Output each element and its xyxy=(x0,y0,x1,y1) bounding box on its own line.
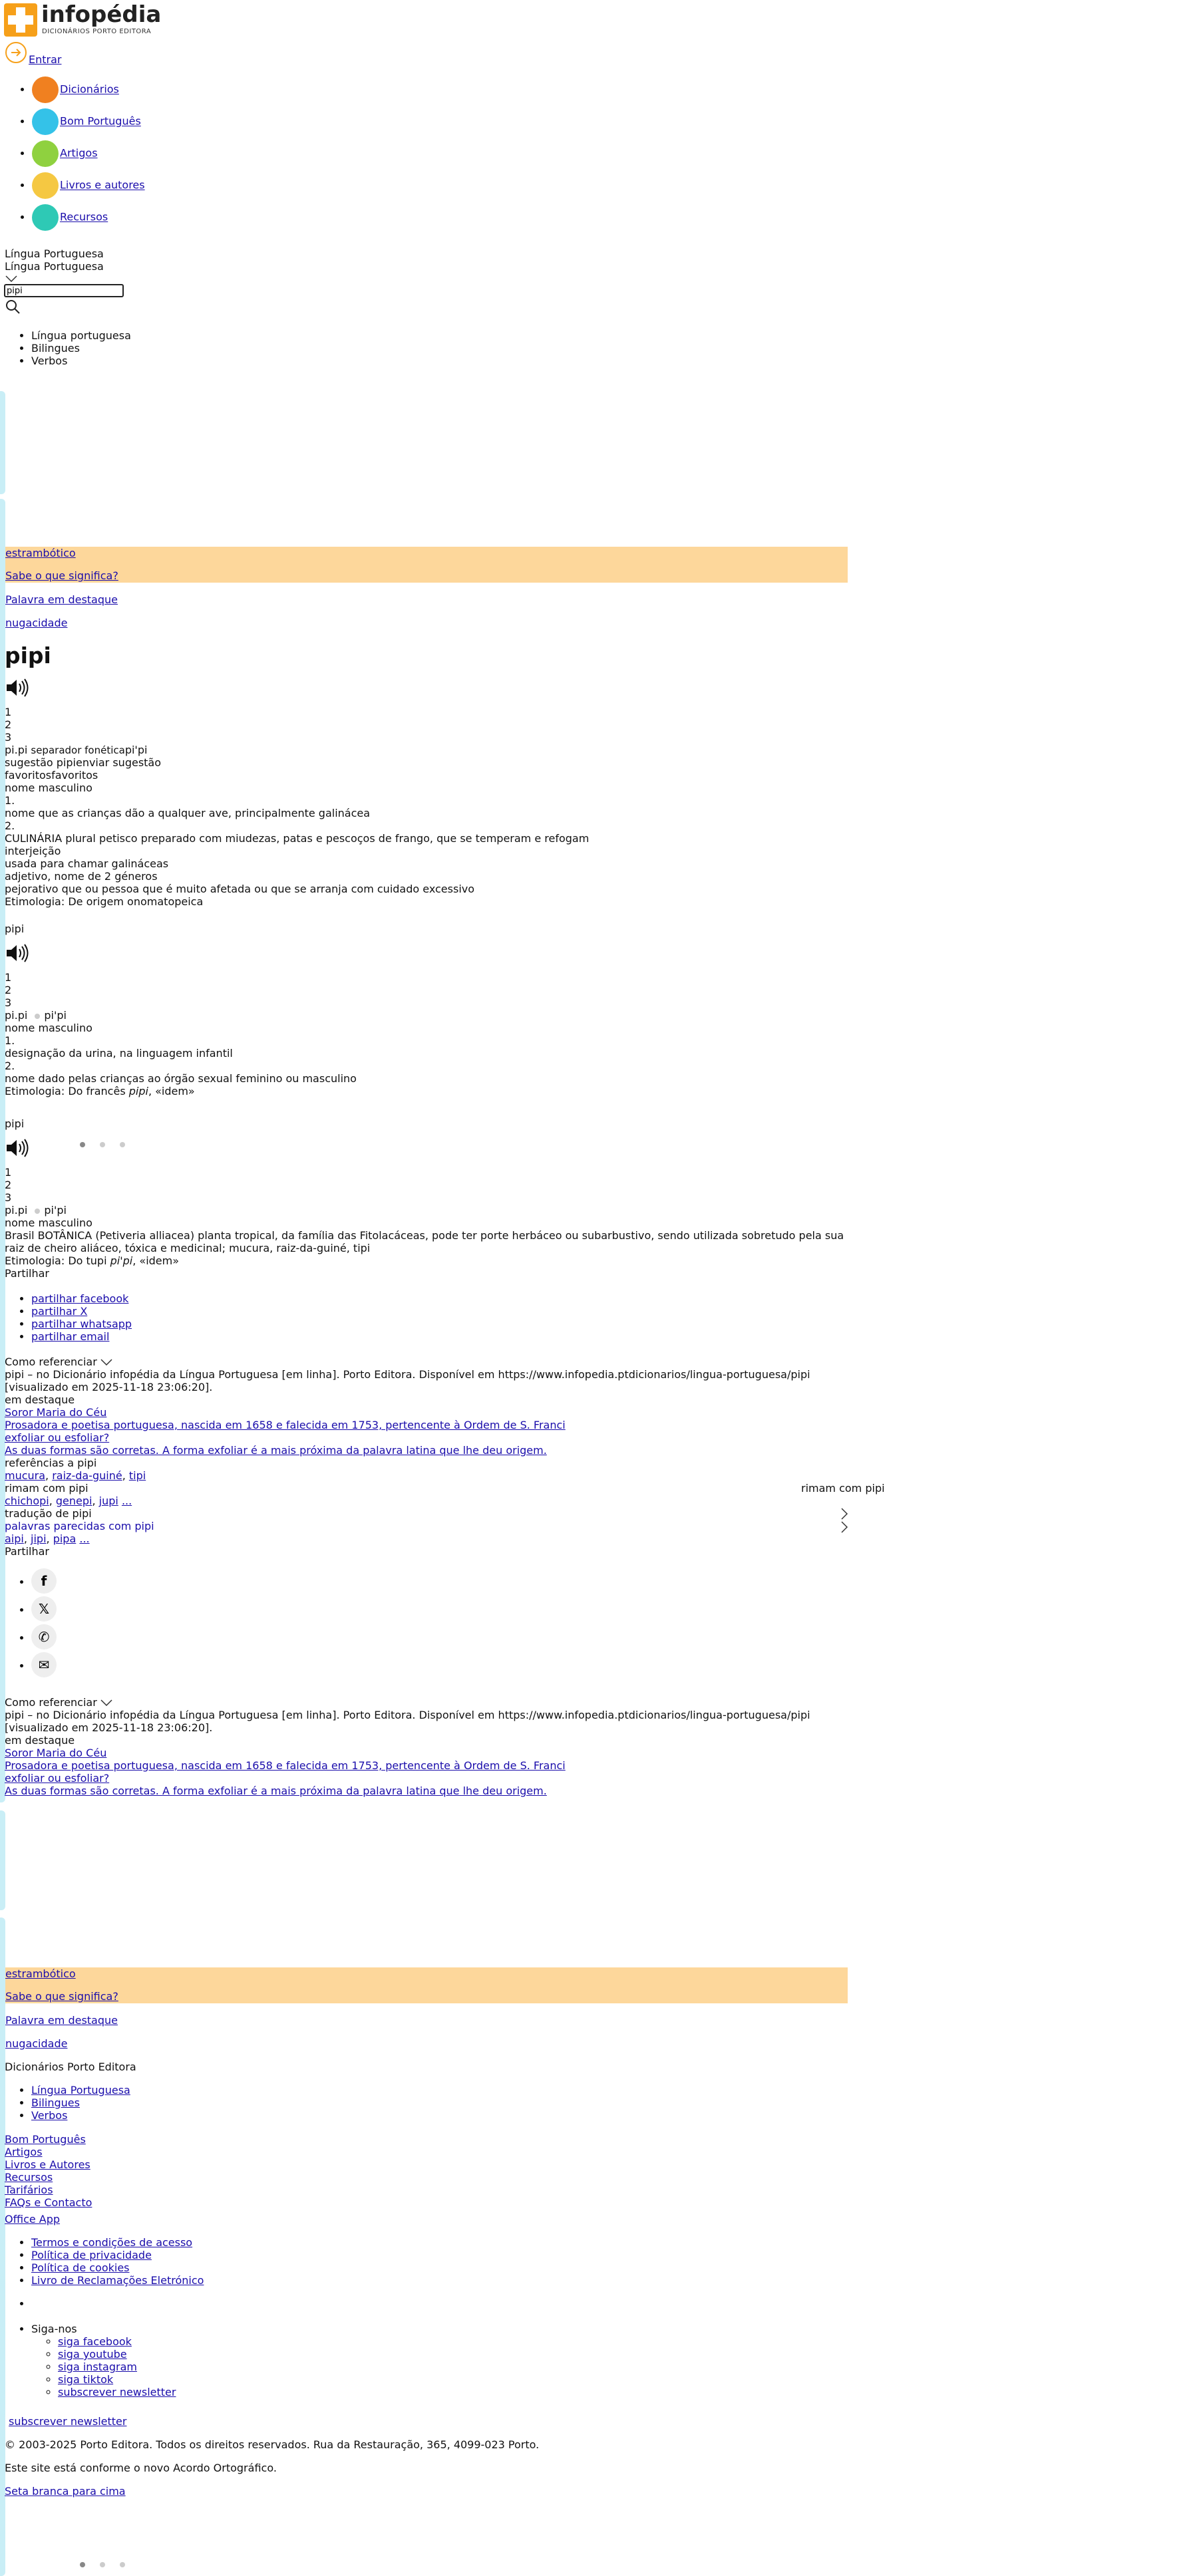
legal-link[interactable]: Livro de Reclamações Eletrónico xyxy=(31,2274,204,2287)
highlight-summary[interactable]: Prosadora e poetisa portuguesa, nascida em 1658 e falecida em 1753, pertencente à Ordem de S. Franci xyxy=(5,1759,566,1772)
carousel-dot[interactable] xyxy=(120,2562,125,2567)
etymology xyxy=(5,1085,195,1097)
footer-dictionaries xyxy=(5,2084,130,2122)
featured-link[interactable]: Palavra em destaque xyxy=(5,593,118,606)
highlight-title[interactable]: Soror Maria do Céu xyxy=(5,1747,107,1759)
footer-link[interactable]: Bom Português xyxy=(5,2133,86,2146)
phonetic: pi'pi xyxy=(44,1204,67,1216)
etymology-text: Etimologia: Do francês xyxy=(5,1085,129,1097)
footer-legal xyxy=(5,2236,204,2287)
nav-link[interactable]: Artigos xyxy=(60,146,98,160)
carousel-dot[interactable] xyxy=(80,1142,85,1147)
rhyme-link[interactable]: genepi xyxy=(55,1495,92,1507)
follow-instagram-link[interactable]: siga instagram xyxy=(58,2361,137,2373)
phonetic: pi'pi xyxy=(44,1009,67,1022)
syllables: pi.pi xyxy=(5,1009,28,1022)
nav-item-articles[interactable] xyxy=(32,140,145,172)
newsletter-button[interactable]: subscrever newsletter xyxy=(9,2415,127,2428)
rhymes-image: rimam com pipi xyxy=(801,1482,885,1495)
share-facebook-link[interactable]: partilhar facebook xyxy=(31,1292,129,1305)
legal-link[interactable]: Política de privacidade xyxy=(31,2249,152,2261)
syllables: pi.pi xyxy=(5,744,28,756)
search-icon[interactable] xyxy=(5,299,21,317)
social-list xyxy=(31,2335,176,2398)
etymology-text: , «idem» xyxy=(148,1085,195,1097)
entry-tab-3[interactable]: 3 xyxy=(5,996,12,1009)
share-icons xyxy=(5,1568,57,1680)
carousel-dot[interactable] xyxy=(100,1142,105,1147)
footer-link[interactable]: Bilingues xyxy=(31,2096,80,2109)
share-label: Partilhar xyxy=(5,1267,49,1280)
sense-definition: usada para chamar galináceas xyxy=(5,857,169,870)
carousel-dots xyxy=(80,1137,140,1150)
highlight-label: em destaque xyxy=(5,1393,75,1406)
rhymes-label: rimam com pipi xyxy=(5,1482,88,1495)
footer-brand: Dicionários Porto Editora xyxy=(5,2061,136,2073)
highlight-summary[interactable]: Prosadora e poetisa portuguesa, nascida em 1658 e falecida em 1753, pertencente à Ordem de S. Franci xyxy=(5,1419,566,1431)
footer-link[interactable]: Verbos xyxy=(31,2109,68,2122)
promo-cta[interactable]: Sabe o que significa? xyxy=(5,1990,118,2003)
entry-title: pipi xyxy=(5,643,51,668)
references-label: referências a pipi xyxy=(5,1457,97,1469)
suggest-line[interactable] xyxy=(5,756,161,769)
nav-item-resources[interactable] xyxy=(32,204,145,236)
suggest-icon: sugestão pipi xyxy=(5,756,76,769)
speaker-icon[interactable] xyxy=(5,1138,29,1161)
suggest-link[interactable]: enviar sugestão xyxy=(75,756,162,769)
cite-toggle[interactable] xyxy=(5,1356,112,1368)
similar-label: palavras parecidas com pipi xyxy=(5,1520,154,1532)
reference-link[interactable]: raiz-da-guiné xyxy=(52,1469,122,1482)
etymology-origin: pi'pi xyxy=(110,1254,133,1267)
logo[interactable] xyxy=(4,3,37,39)
etymology-text: Etimologia: Do tupi xyxy=(5,1254,110,1267)
main-nav xyxy=(5,76,145,236)
separator-icon xyxy=(35,1014,40,1019)
sense-number: 1. xyxy=(5,1034,15,1047)
sense-definition: Brasil BOTÂNICA (Petiveria alliacea) planta tropical, da família das Fitolacáceas, pode ter porte herbáceo ou subarbustivo, sendo utilizada sobretudo pela sua raiz de cheiro aliáceo, tóxica e medicinal; mucura, raiz-da-guiné, tipi xyxy=(5,1229,844,1254)
footer-links xyxy=(5,2133,92,2209)
login-arrow-icon xyxy=(5,41,27,64)
rhyme-link[interactable]: chichopi xyxy=(5,1495,49,1507)
follow-facebook-link[interactable]: siga facebook xyxy=(58,2335,132,2348)
more-link[interactable]: ... xyxy=(121,1495,132,1507)
promo-banner xyxy=(5,1967,848,2003)
syllables-line xyxy=(5,1204,67,1216)
dictionary-selector-label: Língua Portuguesa xyxy=(5,247,104,260)
footer-link[interactable]: FAQs e Contacto xyxy=(5,2196,92,2209)
article-icon xyxy=(32,140,59,167)
highlight-title[interactable]: exfoliar ou esfoliar? xyxy=(5,1431,110,1444)
option-bilingual[interactable]: • Bilingues xyxy=(31,342,131,355)
highlight-summary[interactable]: As duas formas são corretas. A forma exfoliar é a mais próxima da palavra latina que lhe deu origem. xyxy=(5,1785,547,1797)
pos: nome masculino xyxy=(5,782,92,794)
similar-link[interactable]: pipa xyxy=(53,1532,77,1545)
brand-tagline: DICIONÁRIOS PORTO EDITORA xyxy=(42,28,152,35)
sense-number: 1. xyxy=(5,794,15,807)
logo-icon xyxy=(4,3,37,37)
more-link[interactable]: ... xyxy=(79,1532,90,1545)
carousel-dots xyxy=(80,2557,140,2570)
highlight-title[interactable]: exfoliar ou esfoliar? xyxy=(5,1772,110,1785)
sense-definition: CULINÁRIA plural petisco preparado com miudezas, patas e pescoços de frango, que se temperam e refogam xyxy=(5,832,590,845)
citation-text: pipi – no Dicionário infopédia da Língua Portuguesa [em linha]. Porto Editora. Disponível em https://www.infopedia.ptdicionarios/lingua-portuguesa/pipi [visualizado em 2025-11-18 23:06:20]. xyxy=(5,1709,810,1734)
cite-label: Como referenciar xyxy=(5,1356,97,1368)
similar-link[interactable]: jipi xyxy=(31,1532,47,1545)
legal-link[interactable]: Termos e condições de acesso xyxy=(31,2236,193,2249)
footer-empty-list xyxy=(5,2297,35,2310)
entry-tab-2[interactable]: 2 xyxy=(5,984,12,996)
brand-name: infopédia xyxy=(41,1,162,28)
sense-definition: pejorativo que ou pessoa que é muito afetada ou que se arranja com cuidado excessivo xyxy=(5,883,475,895)
highlight-summary[interactable]: As duas formas são corretas. A forma exfoliar é a mais próxima da palavra latina que lhe deu origem. xyxy=(5,1444,547,1457)
facebook-icon[interactable]: f xyxy=(31,1568,57,1594)
similar-link[interactable]: aipi xyxy=(5,1532,24,1545)
nav-link[interactable]: Recursos xyxy=(60,210,108,223)
syllables-line xyxy=(5,744,147,757)
chevron-right-icon[interactable] xyxy=(840,1520,848,1536)
chevron-down-icon[interactable] xyxy=(5,272,17,285)
footer-link[interactable]: Recursos xyxy=(5,2171,53,2184)
books-icon xyxy=(32,172,59,199)
legal-link[interactable]: Política de cookies xyxy=(31,2261,130,2274)
cite-toggle[interactable] xyxy=(5,1696,112,1709)
footer-empty-item xyxy=(31,2297,35,2310)
pos: adjetivo, nome de 2 géneros xyxy=(5,870,158,883)
entry-tab-3[interactable]: 3 xyxy=(5,731,12,744)
separator-icon xyxy=(35,1209,40,1214)
carousel-dot[interactable] xyxy=(80,2562,85,2567)
nav-item-dictionaries[interactable] xyxy=(32,76,145,108)
login[interactable] xyxy=(5,41,27,67)
pos: nome masculino xyxy=(5,1216,92,1229)
share-email-link[interactable]: partilhar email xyxy=(31,1330,110,1343)
share-label: Partilhar xyxy=(5,1545,49,1558)
side-stripe xyxy=(0,1810,5,1910)
etymology: Etimologia: De origem onomatopeica xyxy=(5,895,204,908)
sense-number: 2. xyxy=(5,819,15,832)
similar-list: aipi, jipi, pipa ... xyxy=(5,1532,90,1545)
share-list xyxy=(5,1292,132,1343)
nav-link[interactable]: Dicionários xyxy=(60,82,119,96)
separator-icon: separador fonética xyxy=(31,744,125,756)
chevron-down-icon xyxy=(100,1699,112,1706)
etymology-origin: pipi xyxy=(128,1085,148,1097)
entry-tab-2[interactable]: 2 xyxy=(5,1179,12,1191)
image-icon xyxy=(32,204,59,231)
nav-item-bom-portugues[interactable] xyxy=(32,108,145,140)
sense-definition: nome que as crianças dão a qualquer ave, principalmente galinácea xyxy=(5,807,371,819)
nav-item-books[interactable] xyxy=(32,172,145,204)
entry-tab-2[interactable]: 2 xyxy=(5,718,12,731)
footer-link[interactable]: Tarifários xyxy=(5,2184,53,2196)
featured-word[interactable]: nugacidade xyxy=(5,617,68,629)
syllables: pi.pi xyxy=(5,1204,28,1216)
cite-label: Como referenciar xyxy=(5,1696,97,1709)
option-portuguese[interactable]: • Língua portuguesa xyxy=(31,329,131,342)
favorites-line[interactable] xyxy=(5,769,98,782)
reference-link[interactable]: mucura xyxy=(5,1469,46,1482)
chevron-down-icon xyxy=(100,1359,112,1365)
whatsapp-icon[interactable]: ✆ xyxy=(31,1624,57,1649)
follow-label: Siga-nos xyxy=(31,2323,77,2335)
follow-us xyxy=(5,2323,176,2398)
x-icon[interactable]: 𝕏 xyxy=(31,1596,57,1622)
office-app-link[interactable]: Office App xyxy=(5,2213,61,2225)
pos: nome masculino xyxy=(5,1022,92,1034)
highlight-label: em destaque xyxy=(5,1734,75,1747)
highlight-title[interactable]: Soror Maria do Céu xyxy=(5,1406,107,1419)
follow-tiktok-link[interactable]: siga tiktok xyxy=(58,2373,114,2386)
search-input[interactable] xyxy=(4,284,124,297)
entry-word: pipi xyxy=(5,923,25,935)
entry-tab-3[interactable]: 3 xyxy=(5,1191,12,1204)
syllables-line xyxy=(5,1009,67,1022)
entry-tab-1[interactable]: 1 xyxy=(5,1166,12,1179)
email-icon[interactable]: ✉ xyxy=(31,1652,57,1677)
book-icon xyxy=(32,76,59,103)
featured-word[interactable]: nugacidade xyxy=(5,2037,68,2050)
phonetic: pi'pi xyxy=(124,744,148,756)
rhyme-link[interactable]: jupi xyxy=(98,1495,118,1507)
share-x-link[interactable]: partilhar X xyxy=(31,1305,88,1318)
speaker-icon[interactable] xyxy=(5,678,29,700)
etymology-text: , «idem» xyxy=(132,1254,180,1267)
login-link[interactable]: Entrar xyxy=(29,53,62,66)
footer-link[interactable]: Língua Portuguesa xyxy=(31,2084,130,2096)
promo-word[interactable]: estrambótico xyxy=(5,1967,76,1980)
footer-link[interactable]: Artigos xyxy=(5,2146,43,2158)
footer-link[interactable]: Livros e Autores xyxy=(5,2158,90,2171)
pencil-icon xyxy=(32,108,59,135)
side-stripe xyxy=(0,391,5,494)
entry-tab-1[interactable]: 1 xyxy=(5,706,12,718)
share-whatsapp-link[interactable]: partilhar whatsapp xyxy=(31,1318,132,1330)
references-list: mucura, raiz-da-guiné, tipi xyxy=(5,1469,146,1482)
carousel-dot[interactable] xyxy=(100,2562,105,2567)
dictionary-selector[interactable]: Língua Portuguesa xyxy=(5,260,104,273)
etymology xyxy=(5,1254,179,1267)
sense-number: 2. xyxy=(5,1060,15,1072)
nav-link[interactable]: Livros e autores xyxy=(60,178,145,192)
promo-word[interactable]: estrambótico xyxy=(5,547,76,559)
citation-text: pipi – no Dicionário infopédia da Língua Portuguesa [em linha]. Porto Editora. Disponível em https://www.infopedia.ptdicionarios/lingua-portuguesa/pipi [visualizado em 2025-11-18 23:06:20]. xyxy=(5,1368,810,1393)
entry-tab-1[interactable]: 1 xyxy=(5,971,12,984)
favorites-label[interactable]: favoritos xyxy=(51,769,98,782)
speaker-icon[interactable] xyxy=(5,943,29,966)
featured-link[interactable]: Palavra em destaque xyxy=(5,2014,118,2027)
follow-youtube-link[interactable]: siga youtube xyxy=(58,2348,127,2361)
newsletter-link[interactable]: subscrever newsletter xyxy=(58,2386,176,2398)
ao-notice: Este site está conforme o novo Acordo Ortográfico. xyxy=(5,2462,277,2474)
rhymes-list: chichopi, genepi, jupi ... xyxy=(5,1495,132,1507)
back-to-top[interactable]: Seta branca para cima xyxy=(5,2485,126,2498)
pos: interjeição xyxy=(5,845,61,857)
copyright: © 2003-2025 Porto Editora. Todos os direitos reservados. Rua da Restauração, 365, 4099-023 Porto. xyxy=(5,2438,540,2451)
reference-link[interactable]: tipi xyxy=(128,1469,146,1482)
option-verbs[interactable]: • Verbos xyxy=(31,355,131,367)
search-options xyxy=(5,329,131,367)
carousel-dot[interactable] xyxy=(120,1142,125,1147)
translation-label: tradução de pipi xyxy=(5,1507,92,1520)
entry-word: pipi xyxy=(5,1117,25,1130)
sense-definition: nome dado pelas crianças ao órgão sexual feminino ou masculino xyxy=(5,1072,357,1085)
promo-cta[interactable]: Sabe o que significa? xyxy=(5,569,118,582)
favorites-icon: favoritos xyxy=(5,769,52,782)
promo-banner xyxy=(5,547,848,583)
sense-definition: designação da urina, na linguagem infantil xyxy=(5,1047,233,1060)
nav-link[interactable]: Bom Português xyxy=(60,114,141,128)
